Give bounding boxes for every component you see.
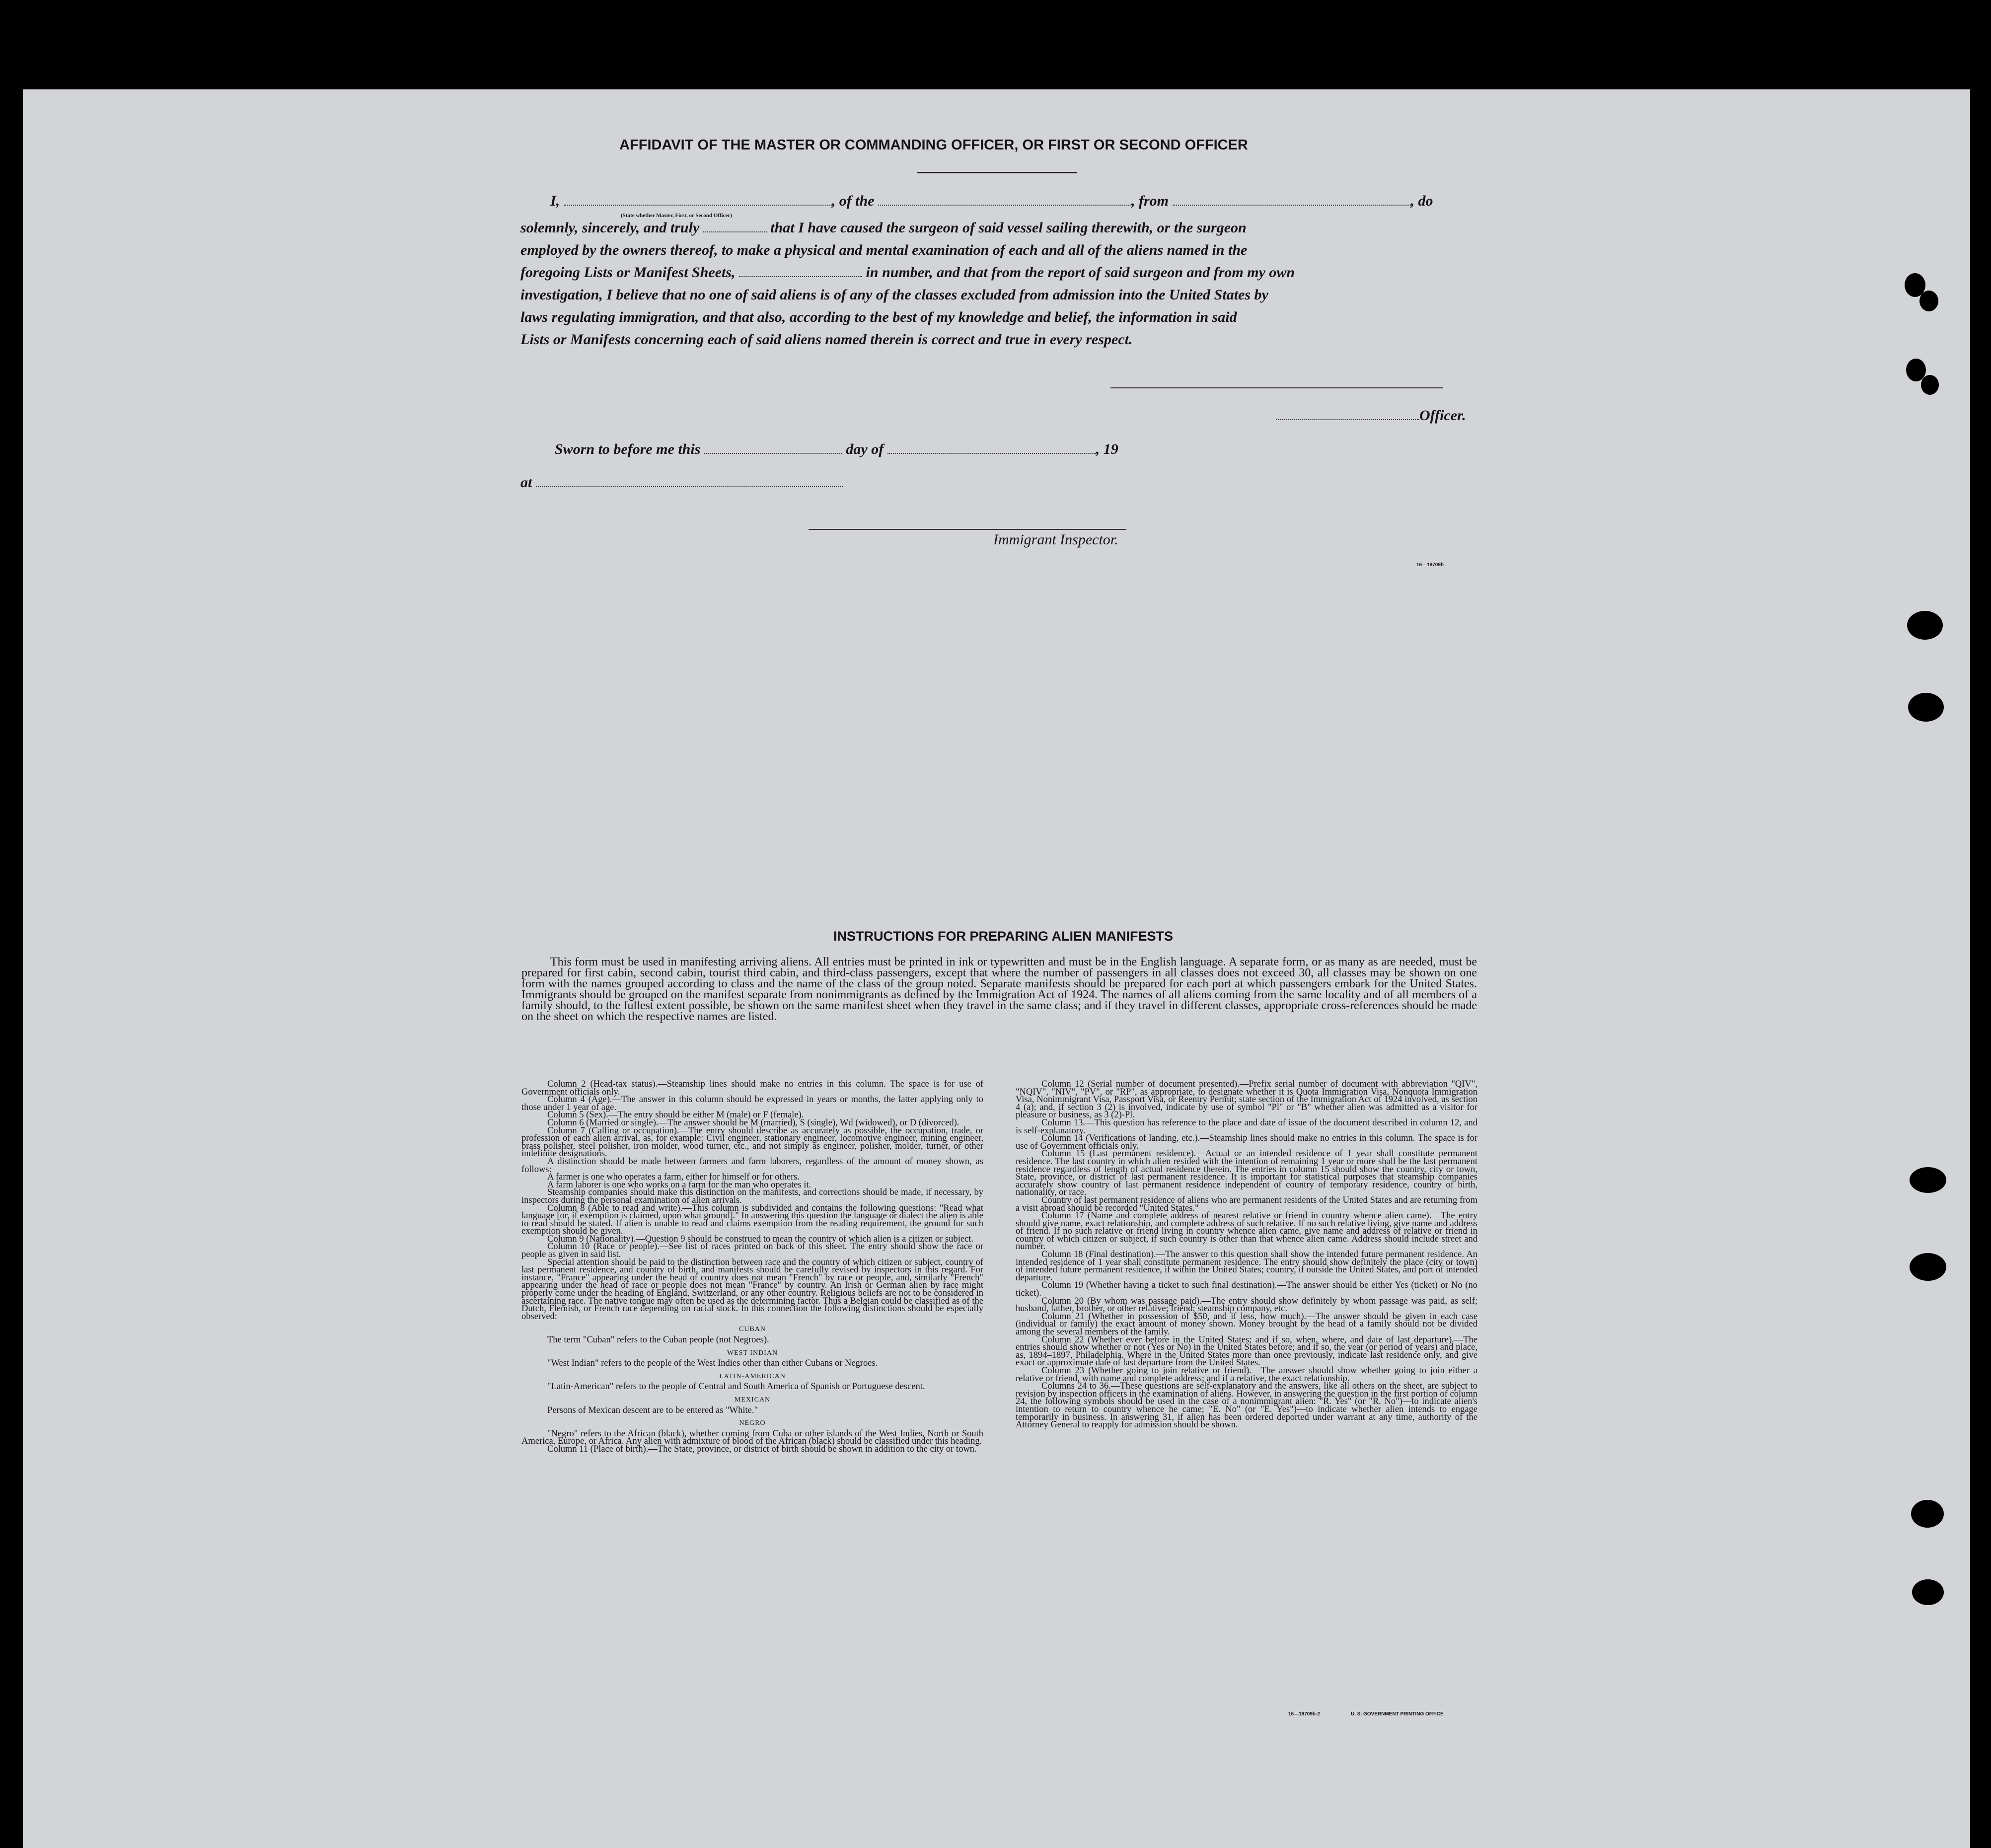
cuban-heading: CUBAN [738, 1326, 766, 1333]
instructions-intro: This form must be used in manifesting arriving aliens. All entries must be printed in ink or typewritten and must be in the English language. A separate form, or as many as are needed, must be prepared for first cabin, second cabin, tourist third cabin, and third-class passengers, except that where the number of passengers in all classes does not exceed 30, all classes may be shown on one form with the names grouped according to class and the name of the class of the group noted. Separate manifests should be prepared for each port at which passengers embark for the United States. Immigrants should be grouped on the manifest separate from nonimmigrants as defined by the Immigration Act of 1924. The names of all aliens coming from the same locality and of all members of a family should, to the fullest extent possible, be shown on the same manifest sheet when they travel in the same class; and if they travel in different classes, appropriate cross-references should be made on the sheet on which the respective names are listed. [521, 956, 1477, 1023]
col-17-text: Column 17 (Name and complete address of nearest relative or friend in country whence alien came).—The entry should give name, exact relationship, and complete address of such relative. If no such relative living, give name and address of friend. If no such relative or friend living in country whence alien came, give name and address of relative or friend in country of which citizen or subject, if such country is other than that whence alien came. Address should include street and number. [1016, 1211, 1477, 1252]
affidavit-title: AFFIDAVIT OF THE MASTER OR COMMANDING OFFICER, OR FIRST OR SECOND OFFICER [619, 137, 1248, 153]
col-24-36-text: Columns 24 to 36.—These questions are self-explanatory and the answers, like all others on the sheet, are subject to revision by inspection officers in the examination of aliens. However, in answering the question in the first portion of column 24, the following symbols should be used in the case of a nonimmigrant alien: "R. Yes" (or "R. No")—to indicate alien's intention to return to country whence he came; "E. No" (or "E. Yes")—to indicate whether alien intends to engage temporarily in business. In answering 31, if alien has been ordered deported under warrant at any time, authority of the Attorney General to reapply for admission should be shown. [1016, 1381, 1477, 1430]
instructions-right-column [1016, 1081, 1477, 1429]
col-14-text: Column 14 (Verifications of landing, etc.).—Steamship lines should make no entries in this column. The space is for use of Government officials only. [1016, 1133, 1477, 1151]
sworn-day-field[interactable] [704, 453, 842, 454]
col-6-text: Column 6 (Married or single).—The answer should be M (married), S (single), Wd (widowed), or D (divorced). [547, 1117, 959, 1128]
punch-hole [1910, 1253, 1946, 1281]
col-15-text: Column 15 (Last permanent residence).—Actual or an intended residence of 1 year shall constitute permanent residence. The last country in which alien resided with the intention of remaining 1 year or more shall be the last permanent residence regardless of length of actual residence therein. The entries in column 15 should show the country, city or town, State, province, or district of last permanent residence. It is important for statistical purposes that steamship companies accurately show country of last permanent residence independent of country of temporary residence, country of birth, nationality, or race. [1016, 1149, 1477, 1198]
port-from-field[interactable] [1173, 205, 1411, 206]
sworn-place-field[interactable] [536, 486, 843, 487]
col-7-text: Column 7 (Calling or occupation).—The entry should describe as accurately as possible, the occupation, trade, or profession of each alien arrival, as, for example: Civil engineer, stationary engineer, locomotive engineer, mining engineer, brass polisher, steel polisher, iron molder, wood turner, etc., and not simply as engineer, polisher, molder, turner, or other indefinite designations. [521, 1125, 983, 1159]
title-underline [917, 172, 1077, 173]
punch-hole [1921, 375, 1939, 395]
number-of-aliens-field[interactable] [739, 276, 862, 277]
immigrant-inspector-label: Immigrant Inspector. [993, 531, 1118, 548]
affidavit-line-4 [520, 264, 1295, 281]
west-indian-heading: WEST INDIAN [727, 1349, 778, 1357]
special-attention-text: Special attention should be paid to the distinction between race and the country of which citizen or subject, country of last permanent residence, and country of birth, and manifests should be carefully revised by inspectors in this regard. For instance, "France" appearing under the head of country does not mean "French" by race or people, and, similarly "French" appearing under the head of race or people does not mean "France" by country. An Irish or German alien by race might properly come under the heading of England, Switzerland, or any other country. Religious beliefs are not to be considered in ascertaining race. The native tongue may often be used as the determining factor. Thus a Belgian could be classified as of the Dutch, Flemish, or French race depending on racial stock. In this connection the following distinctions should be especially observed: [521, 1257, 983, 1322]
country-residence-text: Country of last permanent residence of aliens who are permanent residents of the United States and are returning from a visit abroad should be recorded "United States." [1016, 1195, 1477, 1213]
latin-american-heading: LATIN-AMERICAN [719, 1372, 786, 1380]
steamship-text: Steamship companies should make this distinction on the manifests, and corrections should be made, if necessary, by inspectors during the personal examination of alien arrivals. [521, 1187, 983, 1205]
col-9-text: Column 9 (Nationality).—Question 9 should be construed to mean the country of which alien is a citizen or subject. [547, 1234, 974, 1244]
at-line [520, 474, 843, 491]
affidavit-line-6: laws regulating immigration, and that also, according to the best of my knowledge and belief, the information in said [520, 309, 1237, 325]
col-8-text: Column 8 (Able to read and write).—This column is subdivided and contains the following questions: "Read what language [or, if exemption is claimed, upon what ground]." In answering this question the language or dialect the alien is able to read should be stated. If alien is unable to read and claims exemption from the reading requirement, the ground for such exemption should be given. [521, 1203, 984, 1237]
mexican-text: Persons of Mexican descent are to be entered as "White." [547, 1405, 758, 1415]
col-18-text: Column 18 (Final destination).—The answer to this question shall show the intended future permanent residence. An intended residence of 1 year shall constitute permanent residence. The entry should show definitely the place (city or town) of intended future permanent residence, if within the United States; country, if outside the United States, and port of intended departure. [1016, 1250, 1477, 1283]
officer-label: Officer. [1419, 407, 1466, 424]
day-of-label: day of [846, 441, 884, 457]
affidavit-line-2 [520, 220, 1247, 236]
footer-printer: U. S. GOVERNMENT PRINTING OFFICE [1351, 1711, 1444, 1717]
col-20-text: Column 20 (By whom was passage paid).—The entry should show definitely by whom passage was paid, as self; husband, father, brother, or other relative; friend; steamship company, etc. [1016, 1296, 1477, 1314]
affidavit-line-3: employed by the owners thereof, to make a physical and mental examination of each and all of the aliens named in the [520, 242, 1248, 258]
sworn-month-field[interactable] [887, 453, 1096, 454]
vessel-name-field[interactable] [878, 205, 1131, 206]
at-label: at [520, 474, 532, 491]
punch-hole [1911, 1500, 1944, 1528]
punch-hole [1912, 1579, 1944, 1605]
col-4-text: Column 4 (Age).—The answer in this column should be expressed in years or months, the latter applying only to those under 1 year of age. [521, 1095, 983, 1112]
sworn-line [555, 441, 1118, 458]
col-5-text: Column 5 (Sex).—The entry should be either M (male) or F (female). [547, 1110, 804, 1120]
negro-heading: NEGRO [739, 1419, 766, 1427]
punch-hole [1907, 611, 1943, 640]
swear-field[interactable] [703, 231, 767, 232]
state-whether-note: (State whether Master, First, or Second Officer) [621, 213, 733, 219]
officer-rank-field[interactable] [564, 205, 832, 206]
col-19-text: Column 19 (Whether having a ticket to such final destination).—The answer should be either Yes (ticket) or No (no ticket). [1016, 1280, 1477, 1299]
farmer-text: A farmer is one who operates a farm, either for himself or for others. [547, 1172, 800, 1183]
affidavit-line-7: Lists or Manifests concerning each of said aliens named therein is correct and true in every respect. [520, 331, 1133, 348]
punch-hole [1910, 1167, 1946, 1193]
signature-line[interactable] [1110, 387, 1443, 388]
col-23-text: Column 23 (Whether going to join relative or friend).—The answer should show whether going to join either a relative or friend, with name and complete address; and if a relative, the exact relationship. [1016, 1365, 1477, 1384]
farm-laborer-text: A farm laborer is one who works on a farm for the man who operates it. [547, 1180, 811, 1190]
line-2-rest: that I have caused the surgeon of said vessel sailing therewith, or the surgeon [770, 220, 1247, 236]
footer-form-number: 16—18709b-2 [1288, 1711, 1320, 1717]
i-label: I, [550, 193, 560, 209]
year-label: , 19 [1096, 441, 1118, 457]
line-4-a: foregoing Lists or Manifest Sheets, [520, 264, 736, 281]
farm-distinction-text: A distinction should be made between farmers and farm laborers, regardless of the amount of money shown, as follows: [521, 1156, 983, 1175]
latin-american-text: "Latin-American" refers to the people of Central and South America of Spanish or Portuguese descent. [547, 1382, 925, 1392]
col-21-text: Column 21 (Whether in possession of $50, and if less, how much).—The answer should be given in each case (individual or family) the exact amount of money shown. Money brought by the head of a family should not be divided among the several members of the family. [1016, 1311, 1477, 1337]
col-2-text: Column 2 (Head-tax status).—Steamship lines should make no entries in this column. The space is for use of Government officials only. [521, 1079, 983, 1097]
west-indian-text: "West Indian" refers to the people of the West Indies other than either Cubans or Negroes. [547, 1358, 878, 1369]
cuban-text: The term "Cuban" refers to the Cuban people (not Negroes). [547, 1335, 769, 1345]
col-11-text: Column 11 (Place of birth).—The State, province, or district of birth should be shown in addition to the city or town. [547, 1444, 977, 1454]
col-10-text: Column 10 (Race or people).—See list of races printed on back of this sheet. The entry should show the race or people as given in said list. [521, 1242, 983, 1260]
from-label: , from [1131, 193, 1169, 209]
of-the-label: , of the [831, 193, 875, 209]
solemnly-label: solemnly, sincerely, and truly [520, 220, 700, 236]
form-number: 16—18709b [1416, 562, 1444, 568]
do-label: , do [1410, 193, 1433, 209]
negro-text: "Negro" refers to the African (black), whether coming from Cuba or other islands of the West Indies, North or South America, Europe, or Africa. Any alien with admixture of blood of the African (black) should be classified under this heading. [521, 1428, 983, 1447]
affidavit-line-1 [550, 193, 1433, 210]
instructions-title: INSTRUCTIONS FOR PREPARING ALIEN MANIFESTS [833, 929, 1174, 944]
inspector-signature-line[interactable] [809, 529, 1126, 530]
col-13-text: Column 13.—This question has reference to the place and date of issue of the document described in column 12, and is self-explanatory. [1016, 1117, 1477, 1136]
officer-title-field[interactable] [1276, 419, 1419, 420]
line-4-b: in number, and that from the report of said surgeon and from my own [866, 264, 1295, 281]
punch-hole [1919, 291, 1938, 311]
col-22-text: Column 22 (Whether ever before in the United States; and if so, when, where, and date of last departure).—The entries should show whether or not (Yes or No) in the United States before; and if so, the year (or period of years) and place, as, 1894–1897, Philadelphia. Where in the United States more than once previously, indicate last residence only, and give exact or approximate date of last departure from the United States. [1016, 1334, 1477, 1368]
sworn-label: Sworn to before me this [555, 441, 701, 457]
affidavit-line-5: investigation, I believe that no one of said aliens is of any of the classes excluded from admission into the United States by [520, 287, 1268, 303]
mexican-heading: MEXICAN [734, 1396, 771, 1404]
punch-hole [1908, 693, 1944, 722]
col-12-text: Column 12 (Serial number of document presented).—Prefix serial number of document with abbreviation "QIV", "NQIV", "NIV", "PV", or "RP", as appropriate, to designate whether it is Quota Immigration Visa, Nonquota Immigration Visa, Nonimmigrant Visa, Passport Visa, or Reentry Permit; state section of the Immigration Act of 1924 involved, as section 4 (a); and, if section 3 (2) is involved, indicate by use of symbol "Pl" or "B" whether alien was admitted as a visitor for pleasure or business, as 3 (2)-Pl. [1016, 1079, 1477, 1120]
instructions-left-column [521, 1081, 983, 1454]
officer-signature-row [1276, 407, 1466, 424]
